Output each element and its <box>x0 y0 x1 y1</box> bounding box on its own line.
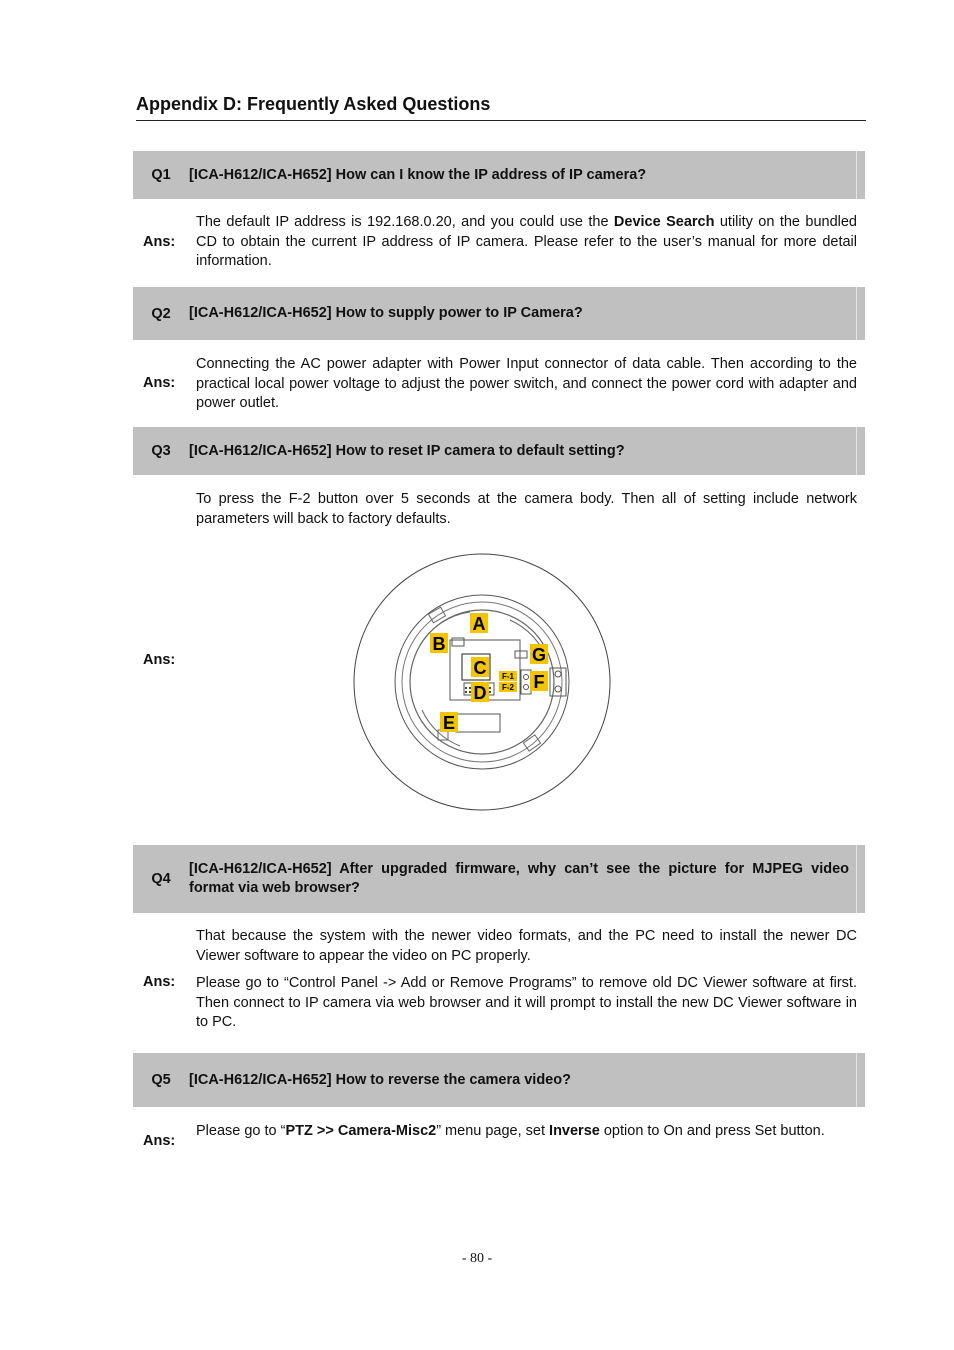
diagram-label-f: F <box>533 672 545 692</box>
diagram-label-c: C <box>473 658 487 678</box>
answer-text-part: The default IP address is 192.168.0.20, and you could use the <box>196 214 614 230</box>
question-number: Q4 <box>151 871 171 887</box>
answer-text <box>196 1122 857 1142</box>
answer-text: To press the F-2 button over 5 seconds at the camera body. Then all of setting include network parameters will back to factory defaults. <box>196 491 857 527</box>
question-text: [ICA-H612/ICA-H652] How to reverse the camera video? <box>189 1071 571 1088</box>
camera-diagram <box>350 550 615 815</box>
question-number: Q3 <box>151 443 171 459</box>
answer-paragraph: Please go to “Control Panel -> Add or Remove Programs” to remove old DC Viewer software at first. Then connect to IP camera via web browser and it will prompt to install the new DC Viewer software in to PC. <box>196 975 857 1030</box>
page-number: - 80 - <box>461 1251 493 1266</box>
answer-text <box>196 213 857 272</box>
faq-question-bar <box>133 1053 865 1107</box>
faq-question-bar <box>133 287 865 340</box>
question-text: [ICA-H612/ICA-H652] After upgraded firmware, why can’t see the picture for MJPEG video format via web browser? <box>189 861 849 896</box>
diagram-label-e: E <box>442 713 456 733</box>
question-number: Q1 <box>151 167 171 183</box>
page-title: Appendix D: Frequently Asked Questions <box>136 94 866 121</box>
question-number: Q2 <box>151 305 171 322</box>
answer-label: Ans: <box>143 974 176 990</box>
answer-text: Connecting the AC power adapter with Power Input connector of data cable. Then according to the practical local power voltage to adjust the power switch, and connect the power cord with adapter and power outlet. <box>196 356 857 411</box>
answer-paragraph: That because the system with the newer video formats, and the PC need to install the newer DC Viewer software to appear the video on PC properly. <box>196 928 857 964</box>
faq-question-bar <box>133 845 865 913</box>
answer-label: Ans: <box>143 375 176 391</box>
answer-text-bold: Device Search <box>613 214 715 230</box>
diagram-label-b: B <box>432 634 446 654</box>
answer-text-part: utility on the bundled CD to obtain the current IP address of IP camera. Please refer to the user’s manual for more detail information. <box>196 214 857 269</box>
answer-text-part: option to On and press Set button. <box>599 1123 825 1139</box>
answer-label: Ans: <box>143 234 176 250</box>
answer-label: Ans: <box>143 1133 176 1149</box>
diagram-label-f2: F-2 <box>502 683 514 692</box>
diagram-label-d: D <box>473 683 487 703</box>
faq-question-bar <box>133 151 865 199</box>
diagram-label-f1: F-1 <box>502 672 514 681</box>
faq-question-bar <box>133 427 865 475</box>
question-text: [ICA-H612/ICA-H652] How can I know the IP address of IP camera? <box>189 166 647 183</box>
question-number: Q5 <box>151 1072 171 1088</box>
answer-text-bold: PTZ >> Camera-Misc2 <box>285 1123 437 1139</box>
answer-text-part: ” menu page, set <box>436 1123 550 1139</box>
diagram-label-g: G <box>531 645 547 665</box>
answer-text-part: Please go to “ <box>196 1123 286 1139</box>
diagram-label-a: A <box>472 614 486 634</box>
question-text: [ICA-H612/ICA-H652] How to supply power to IP Camera? <box>189 305 583 321</box>
answer-text <box>196 927 857 1033</box>
answer-text-bold: Inverse <box>549 1123 600 1139</box>
answer-label: Ans: <box>143 652 176 668</box>
question-text: [ICA-H612/ICA-H652] How to reset IP camera to default setting? <box>189 442 625 459</box>
